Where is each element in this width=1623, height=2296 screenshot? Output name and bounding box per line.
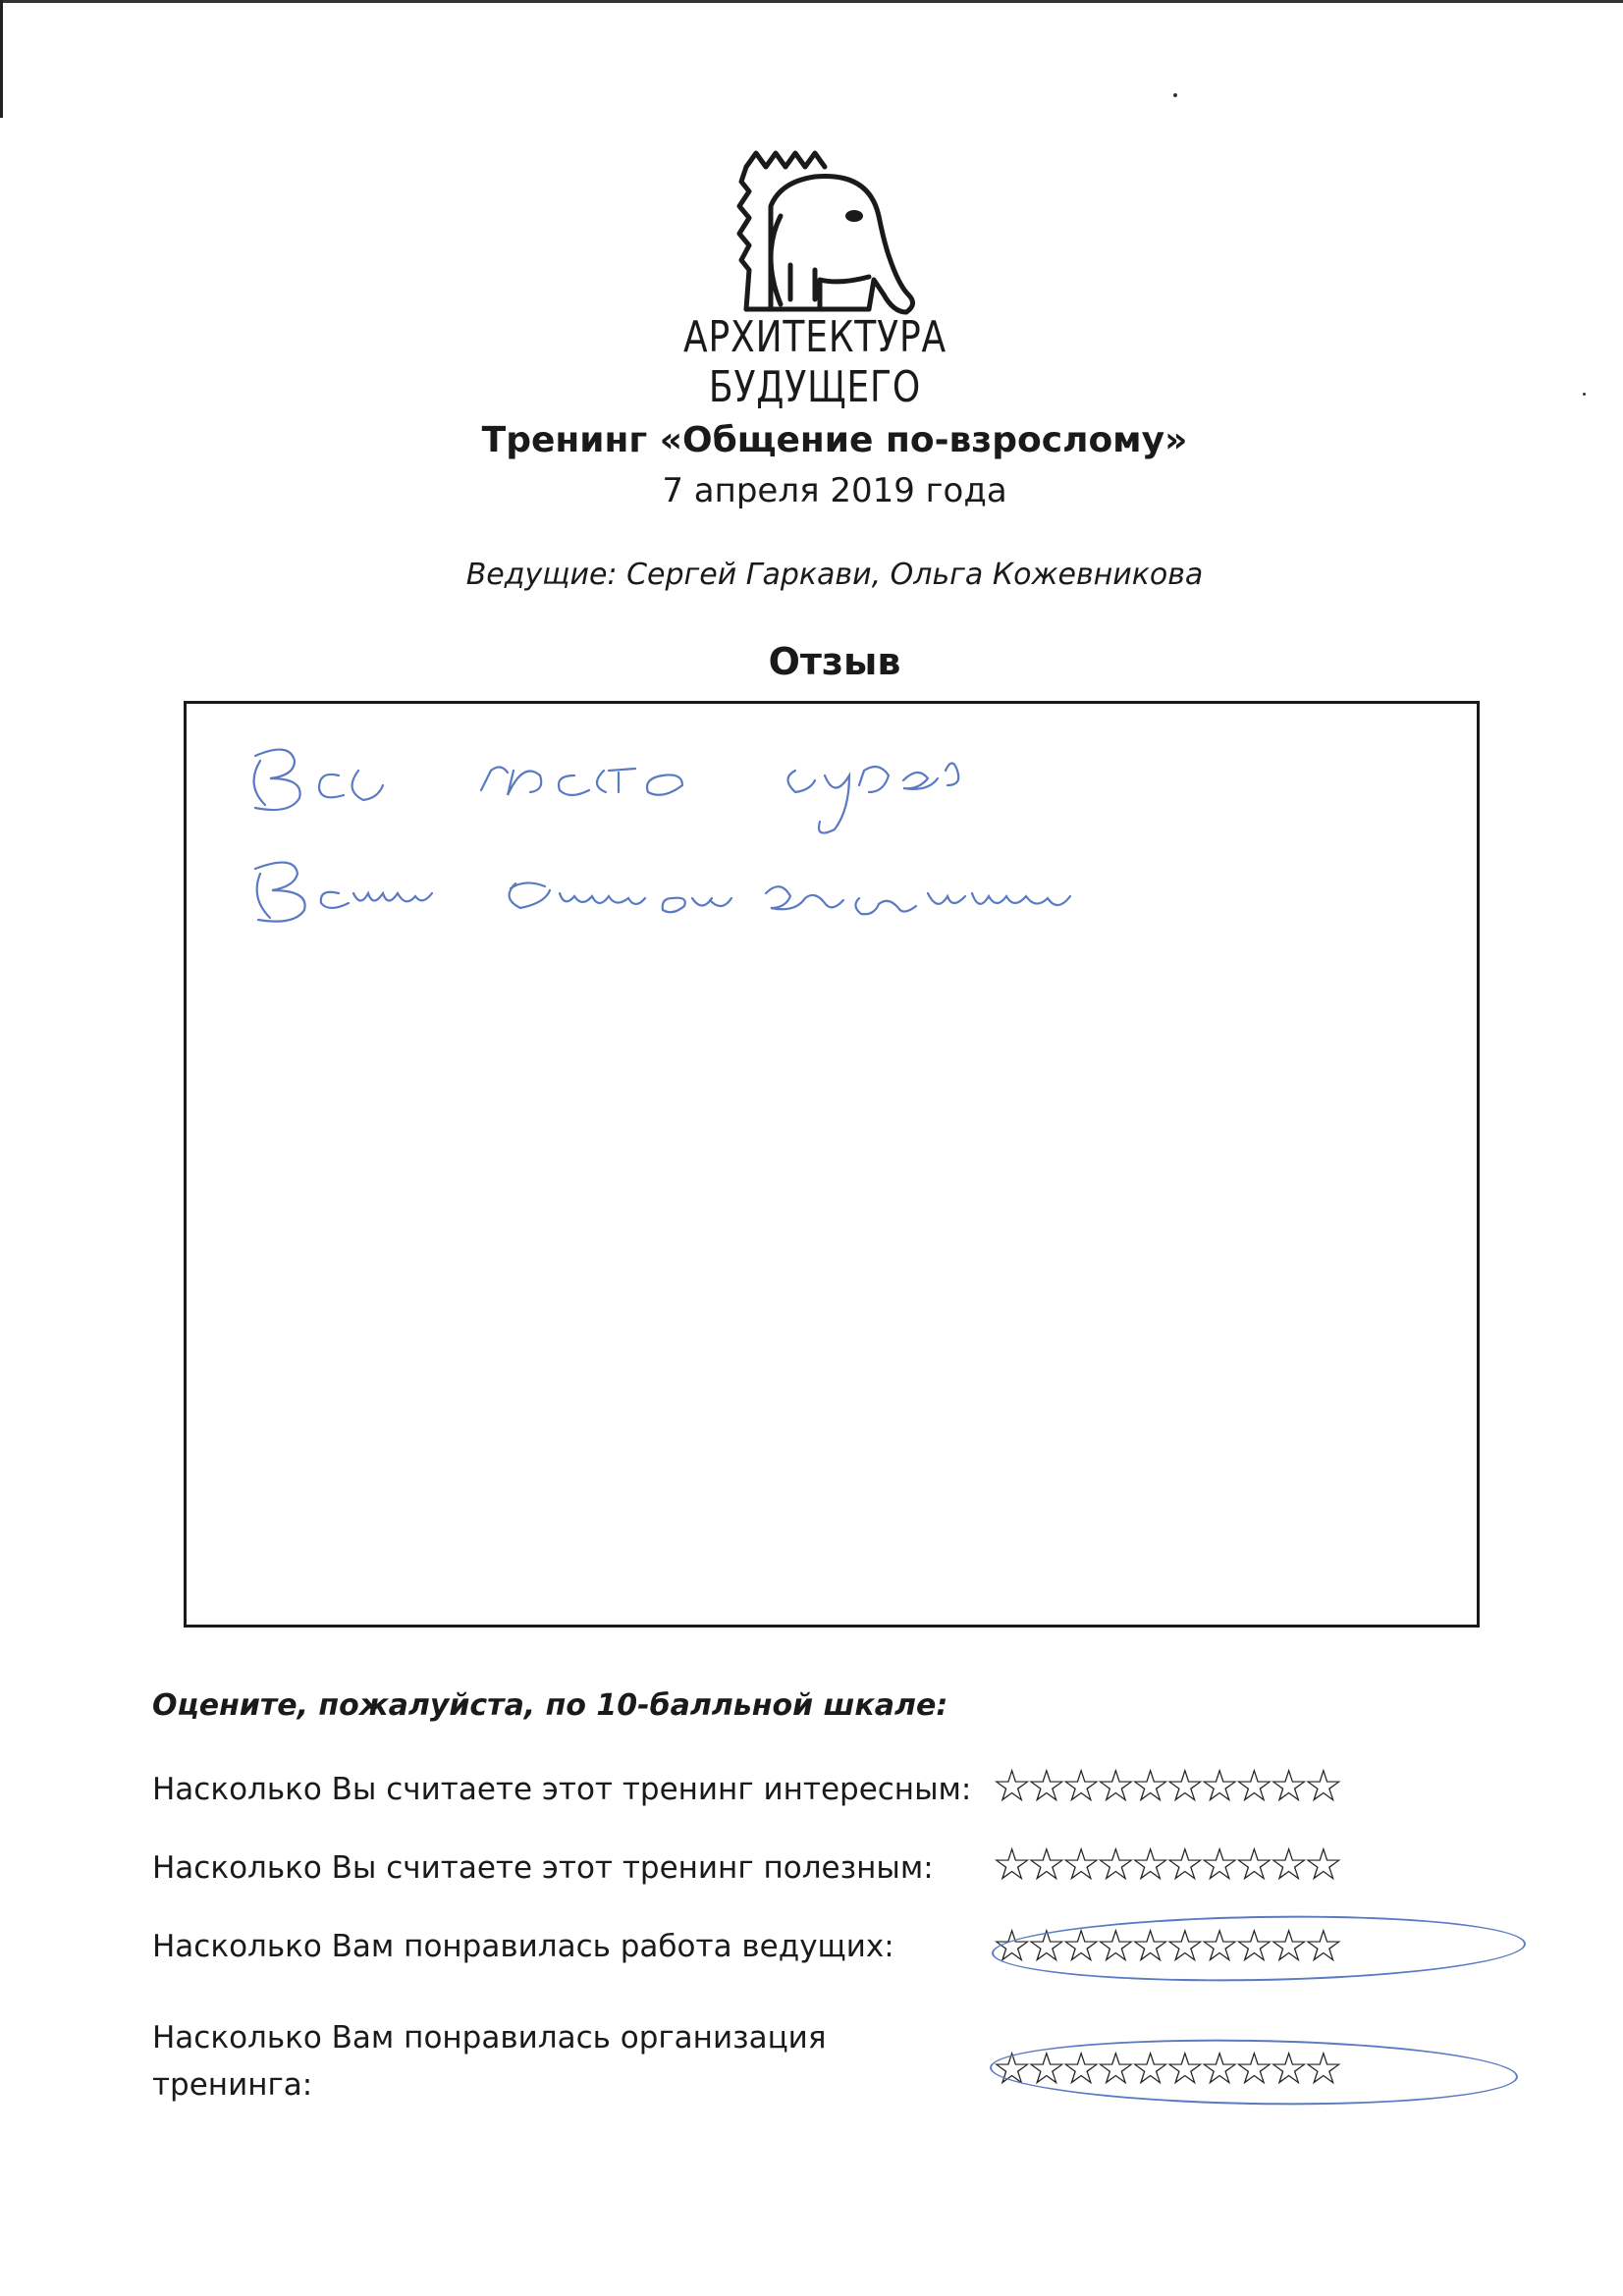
star-icon[interactable]: ☆ xyxy=(992,1759,1027,1812)
star-icon[interactable]: ☆ xyxy=(1164,1838,1200,1891)
pen-circle-organization xyxy=(989,2035,1518,2109)
star-icon[interactable]: ☆ xyxy=(1303,1919,1338,1972)
rating-heading: Оцените, пожалуйста, по 10-балльной шкале: xyxy=(152,1688,948,1723)
scan-speck xyxy=(1583,393,1586,396)
star-icon[interactable]: ☆ xyxy=(1164,1919,1200,1972)
scan-edge-top xyxy=(0,0,1623,3)
star-icon[interactable]: ☆ xyxy=(1095,1919,1130,1972)
star-icon[interactable]: ☆ xyxy=(992,1838,1027,1891)
question-useful: Насколько Вы считаете этот тренинг полезным: xyxy=(152,1850,934,1886)
star-icon[interactable]: ☆ xyxy=(1303,2042,1338,2095)
star-icon[interactable]: ☆ xyxy=(1060,1838,1096,1891)
star-icon[interactable]: ☆ xyxy=(1130,2042,1165,2095)
star-icon[interactable]: ☆ xyxy=(1199,1759,1234,1812)
hosts-line: Ведущие: Сергей Гаркави, Ольга Кожевникова xyxy=(465,558,1204,592)
question-organization: Насколько Вам понравилась организация тренинга: xyxy=(152,2020,827,2103)
star-icon[interactable]: ☆ xyxy=(1095,2042,1130,2095)
feedback-title: Отзыв xyxy=(768,640,901,683)
star-icon[interactable]: ☆ xyxy=(1303,1838,1338,1891)
star-rating-interesting[interactable] xyxy=(992,1759,1338,1812)
star-icon[interactable]: ☆ xyxy=(1026,1759,1061,1812)
star-icon[interactable]: ☆ xyxy=(1130,1919,1165,1972)
star-icon[interactable]: ☆ xyxy=(1269,1919,1304,1972)
star-icon[interactable]: ☆ xyxy=(992,1919,1027,1972)
star-icon[interactable]: ☆ xyxy=(1130,1838,1165,1891)
scan-speck xyxy=(1173,93,1177,97)
question-hosts: Насколько Вам понравилась работа ведущих: xyxy=(152,1929,894,1964)
star-icon[interactable]: ☆ xyxy=(1060,1919,1096,1972)
star-icon[interactable]: ☆ xyxy=(1164,2042,1200,2095)
star-icon[interactable]: ☆ xyxy=(1199,1838,1234,1891)
star-icon[interactable]: ☆ xyxy=(1095,1838,1130,1891)
star-icon[interactable]: ☆ xyxy=(1060,1759,1096,1812)
star-icon[interactable]: ☆ xyxy=(1026,2042,1061,2095)
star-icon[interactable]: ☆ xyxy=(1269,1838,1304,1891)
star-rating-useful[interactable] xyxy=(992,1838,1338,1891)
star-icon[interactable]: ☆ xyxy=(1303,1759,1338,1812)
scan-edge-left xyxy=(0,0,3,118)
star-icon[interactable]: ☆ xyxy=(1199,1919,1234,1972)
star-icon[interactable]: ☆ xyxy=(1233,1919,1269,1972)
star-icon[interactable]: ☆ xyxy=(1269,1759,1304,1812)
handwritten-feedback xyxy=(250,731,1429,996)
training-date: 7 апреля 2019 года xyxy=(662,471,1007,510)
star-icon[interactable]: ☆ xyxy=(1130,1759,1165,1812)
logo-wordmark: АРХИТЕКТУРА БУДУЩЕГО xyxy=(682,312,947,412)
star-icon[interactable]: ☆ xyxy=(1095,1759,1130,1812)
star-icon[interactable]: ☆ xyxy=(1026,1838,1061,1891)
star-icon[interactable]: ☆ xyxy=(1233,1759,1269,1812)
question-interesting: Насколько Вы считаете этот тренинг интересным: xyxy=(152,1772,972,1807)
star-icon[interactable]: ☆ xyxy=(1164,1759,1200,1812)
star-icon[interactable]: ☆ xyxy=(1060,2042,1096,2095)
star-icon[interactable]: ☆ xyxy=(1269,2042,1304,2095)
star-icon[interactable]: ☆ xyxy=(1233,2042,1269,2095)
page-title: Тренинг «Общение по-взрослому» xyxy=(481,420,1188,460)
star-icon[interactable]: ☆ xyxy=(1026,1919,1061,1972)
star-icon[interactable]: ☆ xyxy=(1199,2042,1234,2095)
star-icon[interactable]: ☆ xyxy=(992,2042,1027,2095)
star-icon[interactable]: ☆ xyxy=(1233,1838,1269,1891)
